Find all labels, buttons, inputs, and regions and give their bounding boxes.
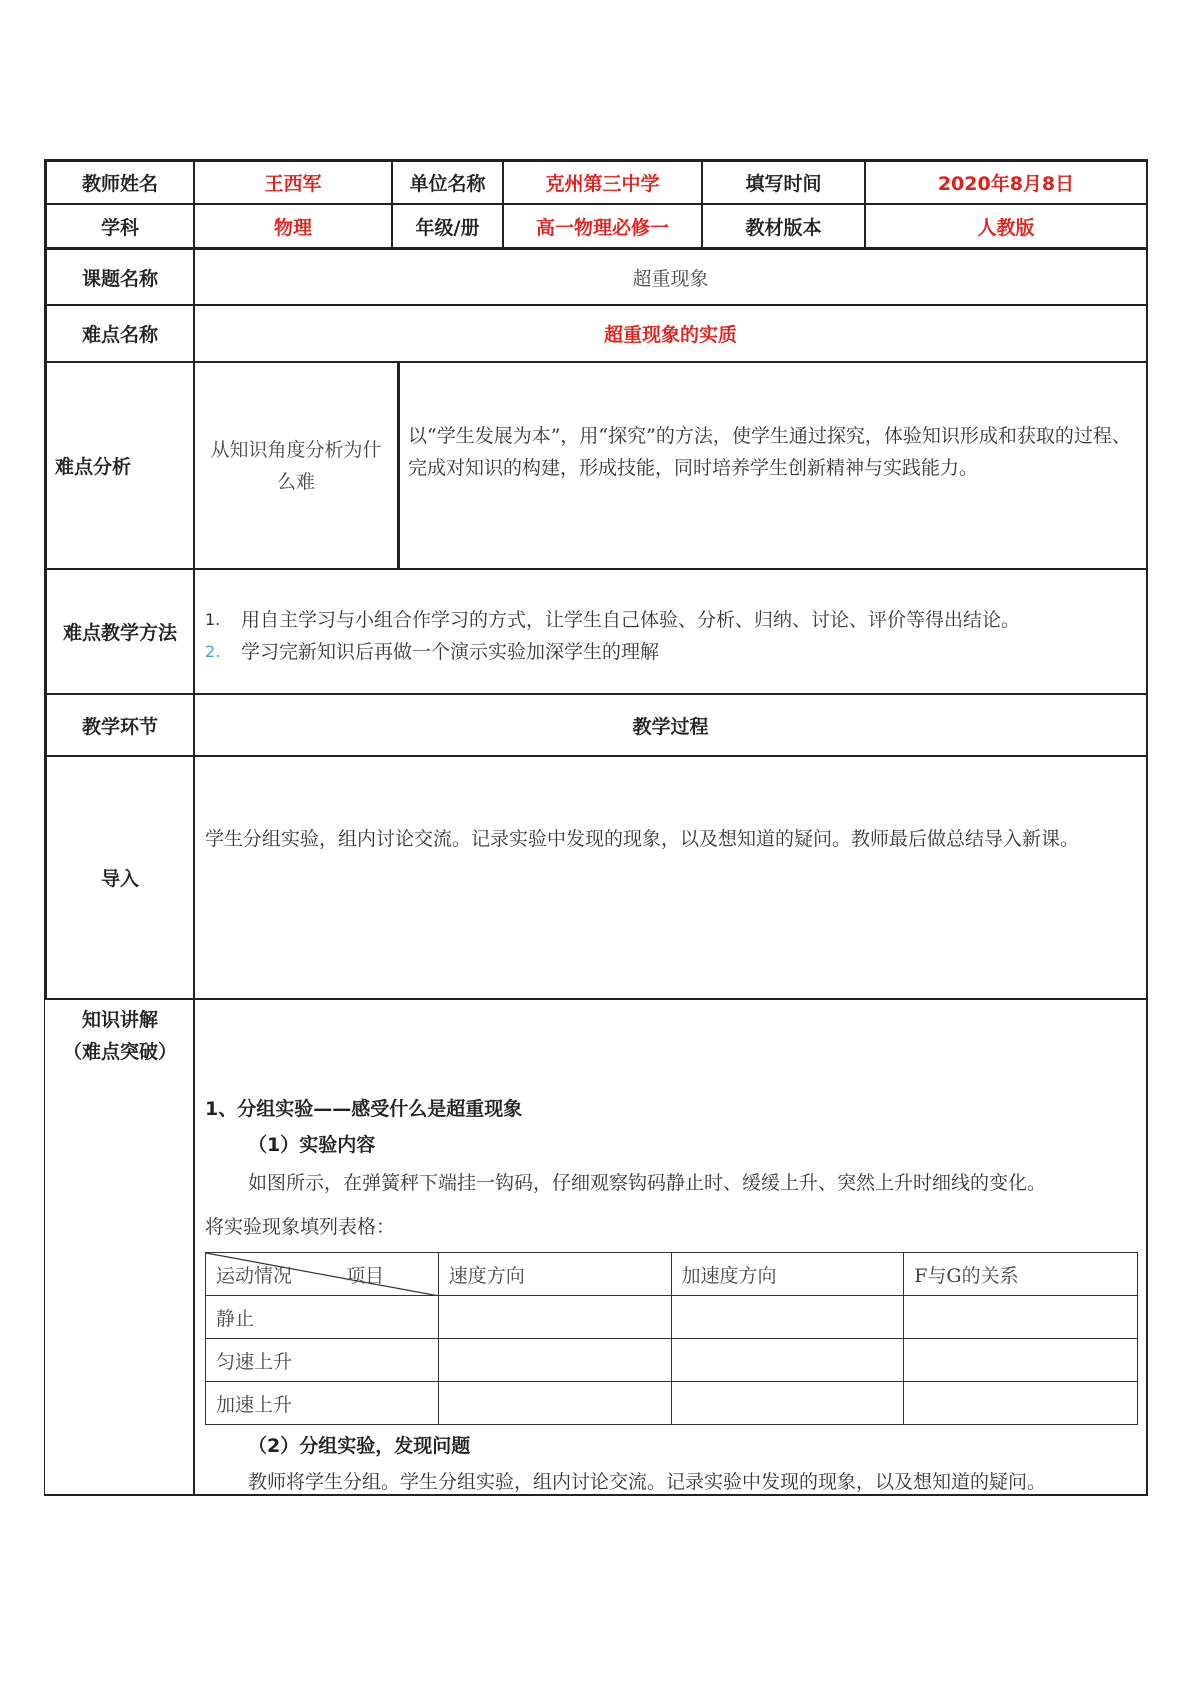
method-item-number: 2. bbox=[205, 642, 221, 661]
method-item-text: 学习完新知识后再做一个演示实验加深学生的理解 bbox=[241, 641, 660, 663]
table-rule bbox=[44, 568, 1148, 570]
grade-label: 年级/册 bbox=[415, 216, 480, 239]
process-value: 教学过程 bbox=[632, 715, 709, 738]
table-cell[interactable] bbox=[671, 1296, 904, 1339]
knowledge-heading: 1、分组实验——感受什么是超重现象 bbox=[205, 1098, 523, 1120]
table-header-cell: F与G的关系 bbox=[904, 1253, 1138, 1296]
table-cell[interactable] bbox=[438, 1339, 671, 1382]
process-label: 教学环节 bbox=[81, 715, 158, 738]
method-item-number: 1. bbox=[205, 610, 221, 629]
table-rule bbox=[44, 998, 1148, 1000]
fill-time-value: 2020年8月8日 bbox=[937, 173, 1075, 195]
table-rule bbox=[44, 755, 1148, 757]
method-list bbox=[205, 604, 1140, 668]
unit-name-label: 单位名称 bbox=[409, 173, 486, 195]
teacher-name-value: 王西军 bbox=[264, 173, 322, 195]
unit-name-value: 克州第三中学 bbox=[545, 173, 660, 195]
edition-value: 人教版 bbox=[977, 216, 1035, 239]
table-header-cell: 加速度方向 bbox=[671, 1253, 904, 1296]
table-cell[interactable] bbox=[671, 1339, 904, 1382]
table-corner-cell bbox=[206, 1253, 439, 1296]
table-row-label: 匀速上升 bbox=[206, 1339, 439, 1382]
table-cell[interactable] bbox=[438, 1296, 671, 1339]
phenomenon-table bbox=[205, 1252, 1138, 1425]
table-cell[interactable] bbox=[438, 1382, 671, 1425]
table-row bbox=[206, 1339, 1138, 1382]
experiment-content-text: 如图所示，在弹簧秤下端挂一钩码，仔细观察钩码静止时、缓缓上升、突然上升时细线的变化。 bbox=[248, 1172, 1047, 1194]
method-label: 难点教学方法 bbox=[62, 622, 177, 644]
table-header-row bbox=[206, 1253, 1138, 1296]
edition-label: 教材版本 bbox=[745, 216, 822, 239]
analysis-label: 难点分析 bbox=[55, 456, 132, 478]
table-border-left-light bbox=[44, 998, 45, 1496]
topic-label: 课题名称 bbox=[81, 267, 158, 290]
table-cell[interactable] bbox=[671, 1382, 904, 1425]
analysis-sub-label: 从知识角度分析为什么难 bbox=[210, 438, 382, 493]
table-row-label: 静止 bbox=[206, 1296, 439, 1339]
group-experiment-text: 教师将学生分组。学生分组实验，组内讨论交流。记录实验中发现的现象，以及想知道的疑问。 bbox=[248, 1471, 1047, 1493]
group-experiment-heading: （2）分组实验，发现问题 bbox=[248, 1435, 471, 1457]
method-item bbox=[205, 636, 1140, 668]
knowledge-label-line: 知识讲解 bbox=[81, 1009, 158, 1031]
intro-label: 导入 bbox=[100, 868, 139, 890]
analysis-col-rule bbox=[397, 361, 400, 570]
table-row-label: 加速上升 bbox=[206, 1382, 439, 1425]
corner-right-label: 项目 bbox=[346, 1264, 385, 1287]
table-cell[interactable] bbox=[904, 1339, 1138, 1382]
knowledge-label-line: （难点突破） bbox=[62, 1041, 177, 1063]
topic-value: 超重现象 bbox=[632, 267, 709, 290]
table-border-right bbox=[1146, 159, 1148, 1496]
subject-value: 物理 bbox=[273, 216, 312, 239]
subject-label: 学科 bbox=[100, 216, 139, 239]
method-item bbox=[205, 604, 1140, 636]
analysis-text: 以“学生发展为本”，用“探究”的方法，使学生通过探究，体验知识形成和获取的过程、完成对知识的构建，形成技能，同时培养学生创新精神与实践能力。 bbox=[408, 425, 1131, 479]
difficulty-label: 难点名称 bbox=[81, 324, 158, 346]
teacher-name-label: 教师姓名 bbox=[81, 173, 158, 195]
table-row bbox=[206, 1382, 1138, 1425]
difficulty-value: 超重现象的实质 bbox=[603, 324, 737, 346]
experiment-content-heading: （1）实验内容 bbox=[248, 1134, 376, 1156]
table-cell[interactable] bbox=[904, 1296, 1138, 1339]
method-item-text: 用自主学习与小组合作学习的方式，让学生自己体验、分析、归纳、讨论、评价等得出结论。 bbox=[241, 609, 1021, 631]
fill-time-label: 填写时间 bbox=[745, 173, 822, 195]
corner-left-label: 运动情况 bbox=[216, 1264, 293, 1287]
table-intro-text: 将实验现象填列表格： bbox=[205, 1216, 396, 1238]
knowledge-label bbox=[47, 1004, 193, 1068]
table-row bbox=[206, 1296, 1138, 1339]
table-cell[interactable] bbox=[904, 1382, 1138, 1425]
grade-value: 高一物理必修一 bbox=[535, 216, 669, 239]
table-header-cell: 速度方向 bbox=[438, 1253, 671, 1296]
intro-text: 学生分组实验，组内讨论交流。记录实验中发现的现象，以及想知道的疑问。教师最后做总结导入新课。 bbox=[205, 828, 1080, 850]
